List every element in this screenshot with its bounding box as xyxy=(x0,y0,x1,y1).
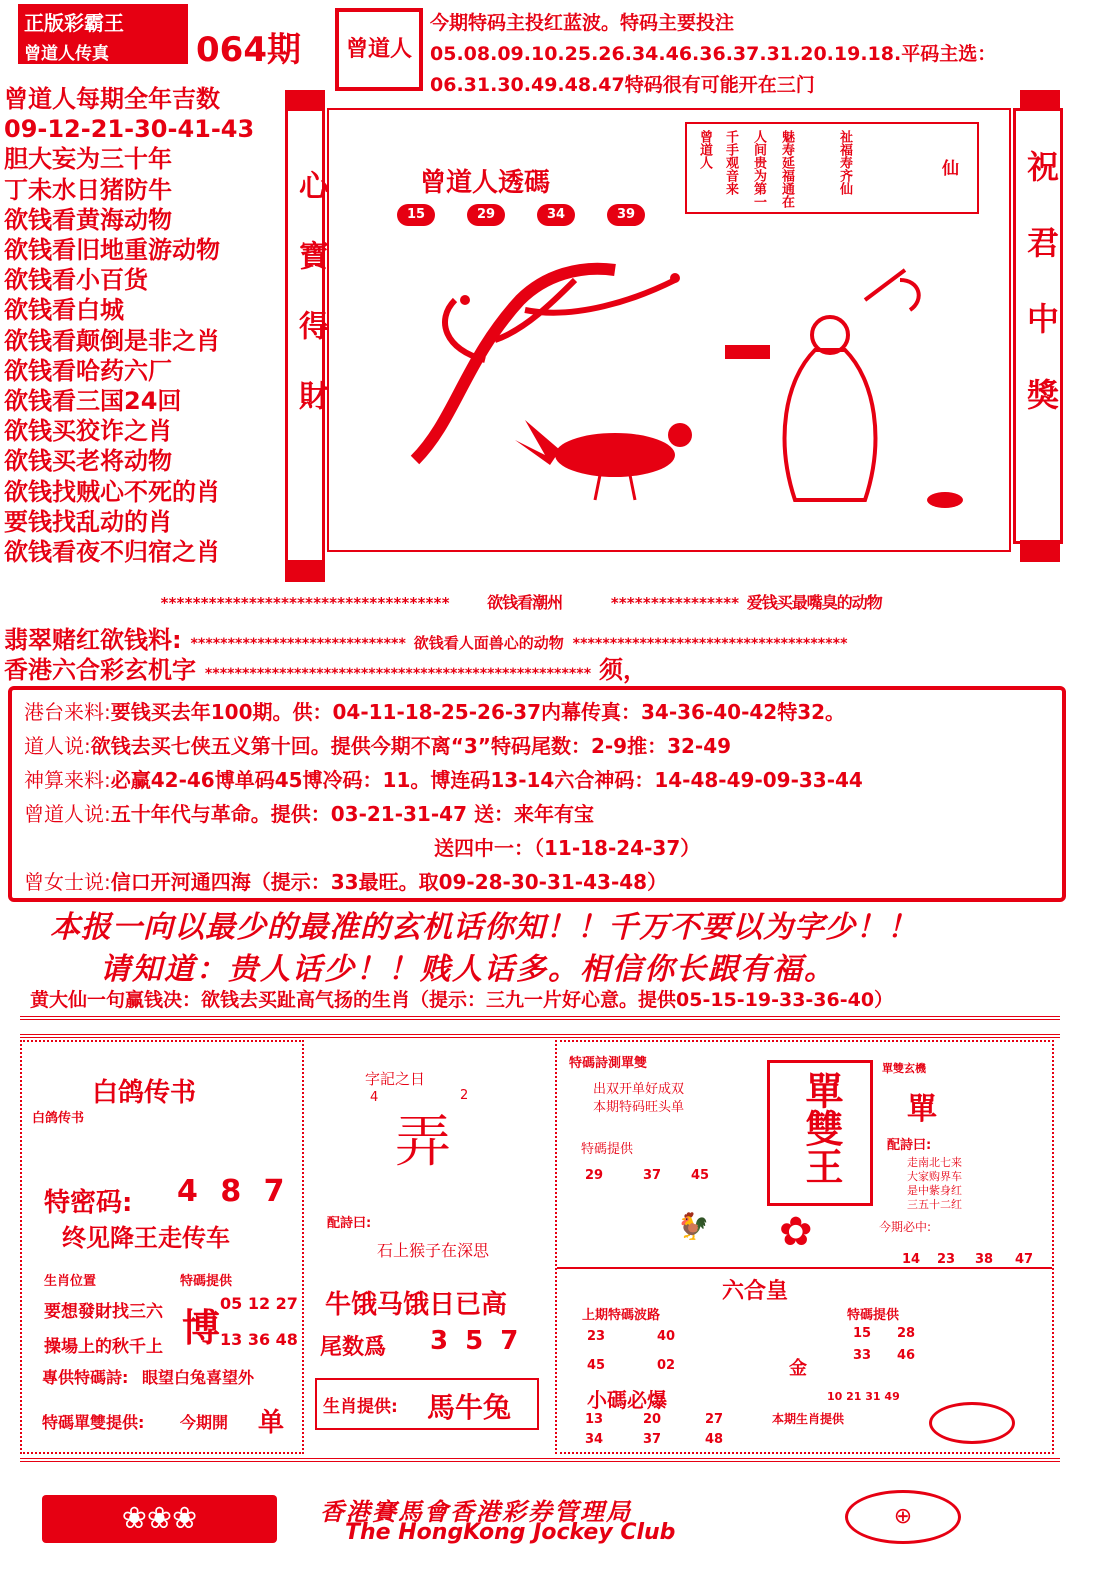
seal-oval xyxy=(929,1402,1015,1444)
special-numbers: 4 8 7 xyxy=(177,1174,291,1209)
stars-end: 须， xyxy=(599,656,648,684)
stars-clue-a: 欲钱看潮州 xyxy=(487,593,563,612)
char-small-right: 2 xyxy=(460,1088,469,1103)
tail-nums: 3 5 7 xyxy=(430,1326,523,1356)
clue-line: 欲钱看白城 xyxy=(4,296,124,325)
rt-small-num: 37 xyxy=(643,1432,662,1447)
clue-line-b: 操場上的秋千上 xyxy=(44,1337,163,1357)
rt-last-num: 40 xyxy=(657,1329,676,1344)
poem-col: 祉福寿齐仙 xyxy=(837,130,852,195)
rt-supply-num: 29 xyxy=(585,1168,604,1183)
info-row xyxy=(24,730,731,759)
clue-line: 欲钱买狡诈之肖 xyxy=(4,417,172,446)
rt-small-num: 20 xyxy=(643,1412,662,1427)
rt-ref-nums: 10 21 31 49 xyxy=(827,1390,900,1403)
rt-right-num: 23 xyxy=(937,1252,956,1267)
divider xyxy=(557,1267,1052,1269)
info-row: 送四中一：（11-18-24-37） xyxy=(434,836,701,860)
poem-col: 曾道人 xyxy=(697,130,712,169)
rt-right-num: 14 xyxy=(902,1252,921,1267)
rt-last-num: 02 xyxy=(657,1358,676,1373)
info-box xyxy=(8,686,1066,902)
info-text: 必赢42-46博单码45博冷码：11。博连码13-14六合神码：14-48-49-09-33-44 xyxy=(110,768,863,792)
zodiac-position-label: 生肖位置 xyxy=(44,1274,97,1289)
clue-line: 欲钱找贼心不死的肖 xyxy=(4,477,220,506)
logo-top: 正版彩霸王 xyxy=(24,11,124,35)
rt-right-title: 單雙玄機 xyxy=(882,1062,926,1075)
rt-supply2-num: 15 xyxy=(853,1326,872,1341)
number-ball: 39 xyxy=(607,204,645,226)
rt-right-now: 今期必中: xyxy=(879,1220,932,1234)
poem-box xyxy=(685,122,979,214)
rt-top-poem-2: 本期特码旺头单 xyxy=(593,1100,685,1115)
clue-line: 欲钱看小百货 xyxy=(4,266,148,295)
slogan-3: 黄大仙一句赢钱决：欲钱去买趾高气扬的生肖（提示：三九一片好心意。提供05-15-19-33-36-40） xyxy=(30,989,894,1011)
header-stamp xyxy=(335,8,423,91)
info-row xyxy=(24,764,863,793)
slogan-2: 请知道：贵人话少！！贱人话多。相信你长跟有福。 xyxy=(100,952,836,987)
footer-seal-right: ⊕ xyxy=(845,1490,961,1544)
info-row xyxy=(24,866,667,895)
char-small-left: 4 xyxy=(370,1090,379,1105)
rooster-body xyxy=(555,433,675,477)
info-label: 神算来料: xyxy=(24,768,111,792)
slogan-1: 本报一向以最少的最准的玄机话你知！！千万不要以为字少！！ xyxy=(50,910,918,945)
number-ball: 34 xyxy=(537,204,575,226)
stars-line-3: 香港六合彩玄机字 **************************************************** 须， xyxy=(4,656,648,684)
info-label: 港台来料: xyxy=(24,700,111,724)
tail-label: 尾数爲 xyxy=(320,1335,387,1360)
info-text: 信口开河通四海（提示：33最旺。取09-28-30-31-43-48） xyxy=(110,870,668,894)
rt-gold: 金 xyxy=(789,1358,807,1379)
bottom-right-panel xyxy=(555,1040,1054,1454)
bo-char: 博 xyxy=(182,1306,221,1350)
stars-line-1: ************************************ 欲钱看潮州 **************** 爱钱买最嘴臭的动物 xyxy=(160,593,882,612)
rt-supply2-num: 28 xyxy=(897,1326,916,1341)
info-text: 欲钱去买七侠五义第十回。提供今期不离“3”特码尾数：2-9推：32-49 xyxy=(90,734,732,758)
rt-supply-num: 37 xyxy=(643,1168,662,1183)
info-text: 要钱买去年100期。供：04-11-18-25-26-37内幕传真：34-36-40-42特32。 xyxy=(110,700,846,724)
info-text: 五十年代与革命。提供：03-21-31-47 送：来年有宝 xyxy=(110,802,594,826)
mid-headline: 牛饿马饿日已高 xyxy=(325,1290,508,1320)
rt-top-title: 特碼詩測單雙 xyxy=(569,1056,648,1071)
rt-supply2-num: 33 xyxy=(853,1348,872,1363)
special-poem: 终见降王走传车 xyxy=(62,1224,230,1252)
rt-small-num: 13 xyxy=(585,1412,604,1427)
rt-right-num: 38 xyxy=(975,1252,994,1267)
rt-small-num: 48 xyxy=(705,1432,724,1447)
number-ball: 15 xyxy=(397,204,435,226)
clue-line: 欲钱看颠倒是非之肖 xyxy=(4,326,220,355)
rt-right-char: 單 xyxy=(907,1092,937,1127)
zodiac-label: 生肖提供: xyxy=(323,1397,398,1417)
stamp-text: 曾道人 xyxy=(345,37,412,62)
scroll-right-vertical: 祝君中獎 xyxy=(1022,150,1060,454)
rt-small-heading: 小碼必爆 xyxy=(587,1388,667,1412)
rt-last-num: 45 xyxy=(587,1358,606,1373)
rt-right-num: 47 xyxy=(1015,1252,1034,1267)
clue-line: 欲钱看三国24回 xyxy=(4,387,182,416)
figure-head xyxy=(812,317,848,353)
logo-bottom: 曾道人传真 xyxy=(24,44,109,64)
rt-small-num: 27 xyxy=(705,1412,724,1427)
figure-body xyxy=(785,350,876,500)
single-mid: 今期開 xyxy=(180,1413,229,1432)
tree-trunk xyxy=(415,269,615,460)
poem-end: 仙 xyxy=(942,159,959,179)
char-title: 字記之日 xyxy=(365,1070,426,1088)
stars-label-3: 香港六合彩玄机字 xyxy=(4,656,196,684)
info-label: 曾女士说: xyxy=(24,870,111,894)
char-poem-label: 配詩曰: xyxy=(327,1216,372,1231)
flower-icon: ✿ xyxy=(779,1209,813,1255)
clue-line: 欲钱买老将动物 xyxy=(4,447,172,476)
clue-line: 欲钱看黄海动物 xyxy=(4,205,172,234)
clue-line: 胆大妄为三十年 xyxy=(4,145,172,174)
char-poem: 石上猴子在深思 xyxy=(377,1241,490,1260)
stars-label-2: 翡翠赌红欲钱料: xyxy=(4,626,182,654)
fruit xyxy=(460,295,470,305)
poem-col: 千手观音来 xyxy=(723,130,738,195)
rt-lower-title: 六合皇 xyxy=(722,1279,789,1304)
ornament-line xyxy=(20,1016,1060,1038)
pigeon-title: 白鸽传书 xyxy=(92,1078,197,1108)
big-char: 弄 xyxy=(395,1110,451,1175)
rooster-icon: 🐓 xyxy=(677,1212,710,1242)
bottom-left-panel xyxy=(20,1040,304,1454)
left-column xyxy=(4,84,279,567)
info-label: 道人说: xyxy=(24,734,91,758)
big-title: 單雙王 xyxy=(799,1071,843,1185)
rt-right-poem: 大家购界车 xyxy=(907,1170,962,1183)
fruit xyxy=(670,273,680,283)
footer-en: The HongKong Jockey Club xyxy=(345,1520,676,1545)
clue-line-a: 要想發財找三六 xyxy=(44,1302,163,1322)
number-ball: 29 xyxy=(467,204,505,226)
illustration xyxy=(345,240,995,540)
clue-line: 要钱找乱动的肖 xyxy=(4,507,172,536)
scroll-heading: 曾道人透碼 xyxy=(420,168,551,198)
info-row xyxy=(24,696,845,725)
zodiac-value: 馬牛兔 xyxy=(427,1391,512,1424)
rt-right-poem: 三五十二红 xyxy=(907,1198,962,1211)
issue-number: 064期 xyxy=(196,30,301,70)
special-label: 特密码: xyxy=(44,1188,133,1218)
special-poem-label: 專供特碼詩: xyxy=(42,1368,129,1387)
footer-cn: 香港賽馬會香港彩券管理局 xyxy=(320,1498,632,1526)
info-row xyxy=(24,798,594,827)
rt-small-num: 34 xyxy=(585,1432,604,1447)
scroll-rod-left xyxy=(285,90,325,108)
turtle xyxy=(927,492,963,508)
lucky-numbers: 09-12-21-30-41-43 xyxy=(4,115,255,144)
bowl xyxy=(725,345,770,359)
single-label: 特碼單雙提供: xyxy=(42,1413,145,1432)
stars-clue-b: 爱钱买最嘴臭的动物 xyxy=(746,593,882,612)
rt-right-poem-label: 配詩曰: xyxy=(887,1138,932,1153)
ornament-line-bottom xyxy=(20,1458,1060,1472)
poem-col: 人间贵为第一 xyxy=(751,130,766,208)
scroll-rod-right xyxy=(1020,90,1060,108)
rt-supply2-num: 46 xyxy=(897,1348,916,1363)
rt-top-poem-1: 出双开单好成双 xyxy=(593,1082,685,1097)
single-value: 单 xyxy=(258,1408,285,1438)
scroll-frame xyxy=(285,90,1070,585)
figure-staff xyxy=(865,270,919,310)
clue-line: 欲钱看旧地重游动物 xyxy=(4,236,220,265)
clue-line: 丁未水日猪防牛 xyxy=(4,175,172,204)
info-label: 曾道人说: xyxy=(24,802,111,826)
big-title-box xyxy=(767,1060,873,1206)
rt-supply-label: 特碼提供 xyxy=(581,1142,634,1157)
rooster-tail xyxy=(515,420,560,465)
footer-logo-left: ❀❀❀ xyxy=(42,1495,277,1543)
rt-right-poem: 走南北七来 xyxy=(907,1156,962,1169)
rt-last-num: 23 xyxy=(587,1329,606,1344)
stars-clue-c: 欲钱看人面兽心的动物 xyxy=(413,634,564,652)
rt-tail-text: 本期生肖提供 xyxy=(772,1412,845,1426)
zodiac-box xyxy=(315,1378,539,1430)
special-poem-text: 眼望白兔喜望外 xyxy=(142,1368,255,1387)
poem-col: 魅寿延福通在 xyxy=(779,130,794,208)
scroll-left-vertical: 心寶得財 xyxy=(293,170,328,450)
bottom-mid-panel xyxy=(305,1040,545,1450)
bo-label: 特碼提供 xyxy=(180,1274,233,1289)
bo-nums-1: 05 12 27 xyxy=(220,1294,298,1313)
rooster-head xyxy=(668,423,692,447)
rt-supply2-label: 特碼提供 xyxy=(847,1308,900,1323)
rooster-legs xyxy=(595,475,635,500)
clue-line: 欲钱看哈药六厂 xyxy=(4,356,172,385)
pigeon-side-note: 白鸽传书 xyxy=(32,1111,85,1126)
lucky-title: 曾道人每期全年吉数 xyxy=(4,85,220,113)
logo-block xyxy=(18,4,188,64)
header-notice: 今期特码主投红蓝波。特码主要投注05.08.09.10.25.26.34.46.36.37.31.20.19.18.平码主选：06.31.30.49.48.47特码很有可能开在三门 xyxy=(430,12,997,96)
clue-line: 欲钱看夜不归宿之肖 xyxy=(4,538,220,567)
bo-nums-2: 13 36 48 xyxy=(220,1330,298,1349)
rt-last-label: 上期特碼波路 xyxy=(582,1308,661,1323)
rt-supply-num: 45 xyxy=(691,1168,710,1183)
rt-right-poem: 是中紫身红 xyxy=(907,1184,962,1197)
stars-line-2: 翡翠赌红欲钱料: ***************************** 欲钱看人面兽心的动物 ************************************* xyxy=(4,626,848,654)
